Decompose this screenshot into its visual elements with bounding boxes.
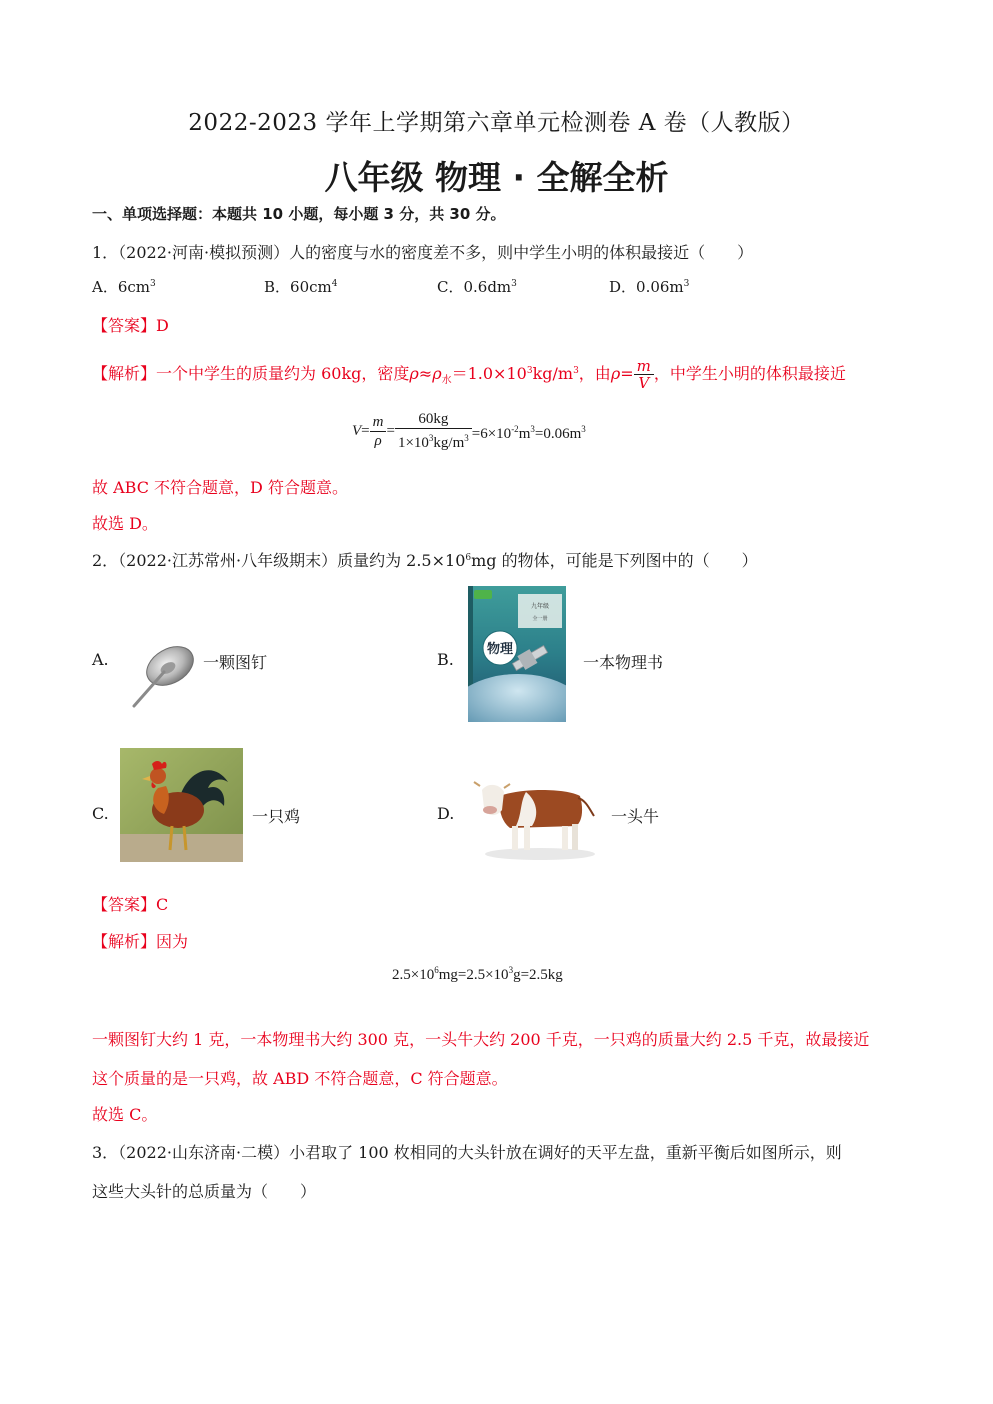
question-2-stem [92,548,758,571]
q1-answer: 【答案】D [92,316,169,335]
q1-option-d-text: D．0.06m [609,278,684,296]
q1-option-c-exp: 3 [511,279,517,289]
q2-explanation-line2: 这个质量的是一只鸡，故 ABD 不符合题意，C 符合题意。 [92,1069,508,1088]
q2-option-c-letter: C. [92,804,109,823]
q1-option-a [92,276,156,297]
q2-stem-exp: 6 [465,553,472,563]
q1-res-exp: -2 [511,423,519,434]
q2-option-d-letter: D. [437,804,455,823]
q1-analysis-part-d: ，由 [578,364,611,383]
q2-analysis: 【解析】因为 [92,932,189,951]
q1-formula-m: m [370,413,387,432]
q1-analysis-exp2: 3 [573,366,579,376]
q1-res-exp2: 3 [530,423,535,434]
q1-option-a-text: A．6cm [92,278,151,296]
q1-analysis [92,356,846,396]
q1-conclusion: 故 ABC 不符合题意，D 符合题意。 [92,478,348,497]
q1-res-b: m [518,425,531,442]
thumbtack-image [126,640,196,712]
question-3-stem-line1: 3．（2022·山东济南·二模）小君取了 100 枚相同的大头针放在调好的天平左盘，重新平衡后如图所示，则 [92,1143,842,1162]
document-subtitle: 八年级 物理 · 全解全析 [324,158,669,197]
question-3-stem-line2: 这些大头针的总质量为（ ） [92,1182,317,1201]
q1-analysis-part-b: ＝1.0×10 [451,364,527,383]
q1-volume-formula [352,410,586,452]
question-1-stem: 1．（2022·河南·模拟预测）人的密度与水的密度差不多，则中学生小明的体积最接近（ ） [92,243,754,262]
q1-fraction-m: m [634,358,654,375]
q2-mass-formula [392,965,563,984]
q1-analysis-rho: ρ≈ρ [409,364,442,383]
q1-choice: 故选 D。 [92,514,158,533]
q1-option-b-text: B．60cm [264,278,332,296]
q2-formula-c: g=2.5kg [513,967,563,983]
q1-analysis-part-e: ，中学生小明的体积最接近 [653,364,846,383]
q1-formula-rho: ρ [374,432,382,449]
q1-den-exp: 3 [428,433,434,443]
book-title-label: 物理 [486,642,514,657]
q1-option-a-exp: 3 [150,279,156,289]
q2-option-c-text: 一只鸡 [252,807,301,826]
q2-formula-a: 2.5×10 [392,967,435,983]
q2-option-a-text: 一颗图钉 [203,653,268,672]
q1-option-c-text: C．0.6dm [437,278,512,296]
q1-formula-denominator [395,429,472,452]
q1-den-b: kg/m [433,435,465,451]
q1-option-d-exp: 3 [683,279,690,289]
q2-option-b-letter: B. [437,650,454,669]
q2-formula-b: mg=2.5×10 [438,967,509,983]
q1-fraction-v: V [638,374,650,392]
q1-option-d [609,276,689,297]
q2-explanation-line1: 一颗图钉大约 1 克，一本物理书大约 300 克，一头牛大约 200 千克，一只鸡的质量大约 2.5 千克，故最接近 [92,1030,870,1049]
physics-book-image [468,586,566,722]
q2-answer: 【答案】C [92,895,169,914]
q2-option-d-text: 一头牛 [611,807,660,826]
q1-density-fraction [634,358,654,391]
q1-analysis-part-a: 【解析】一个中学生的质量约为 60kg，密度 [92,364,410,383]
q1-formula-eq1: = [361,423,370,439]
q2-choice: 故选 C。 [92,1105,158,1124]
q1-formula-numerator: 60kg [395,410,472,429]
q2-stem-b: mg 的物体，可能是下列图中的（ ） [471,551,758,570]
q1-option-c [437,276,517,297]
q1-analysis-rho2: ρ [610,364,621,383]
q2-stem-a: 2．（2022·江苏常州·八年级期末）质量约为 2.5×10 [92,551,466,570]
q2-formula-exp: 6 [434,965,439,975]
q2-option-b-text: 一本物理书 [583,653,664,672]
q1-option-b [264,276,337,297]
q1-res-a: =6×10 [471,425,512,442]
q1-formula-eq2: = [386,423,395,439]
q1-den-exp2: 3 [464,433,469,443]
q1-analysis-eq: = [620,364,634,383]
q2-option-a-letter: A. [92,650,109,669]
section-heading: 一、单项选择题：本题共 10 小题，每小题 3 分，共 30 分。 [92,205,506,223]
q1-analysis-water: 水 [441,375,452,387]
q1-den-a: 1×10 [397,435,429,451]
book-grade-label: 九年级 [530,603,550,610]
q1-analysis-exp: 3 [526,366,533,376]
document-title: 2022-2023 学年上学期第六章单元检测卷 A 卷（人教版） [188,110,805,136]
q1-option-b-exp: 4 [331,279,338,289]
q1-formula-v: V [352,423,362,439]
rooster-image [120,748,243,862]
q1-res-exp3: 3 [581,423,586,434]
q1-formula-result [471,423,586,442]
q1-res-c: =0.06m [534,425,582,442]
q2-formula-exp2: 3 [508,965,514,975]
q1-formula-numeric-fraction [395,410,472,452]
book-volume-label: 全一册 [532,616,548,622]
q1-formula-m-over-rho [370,413,387,450]
cow-image [470,770,600,862]
q1-analysis-part-c: kg/m [532,364,574,383]
